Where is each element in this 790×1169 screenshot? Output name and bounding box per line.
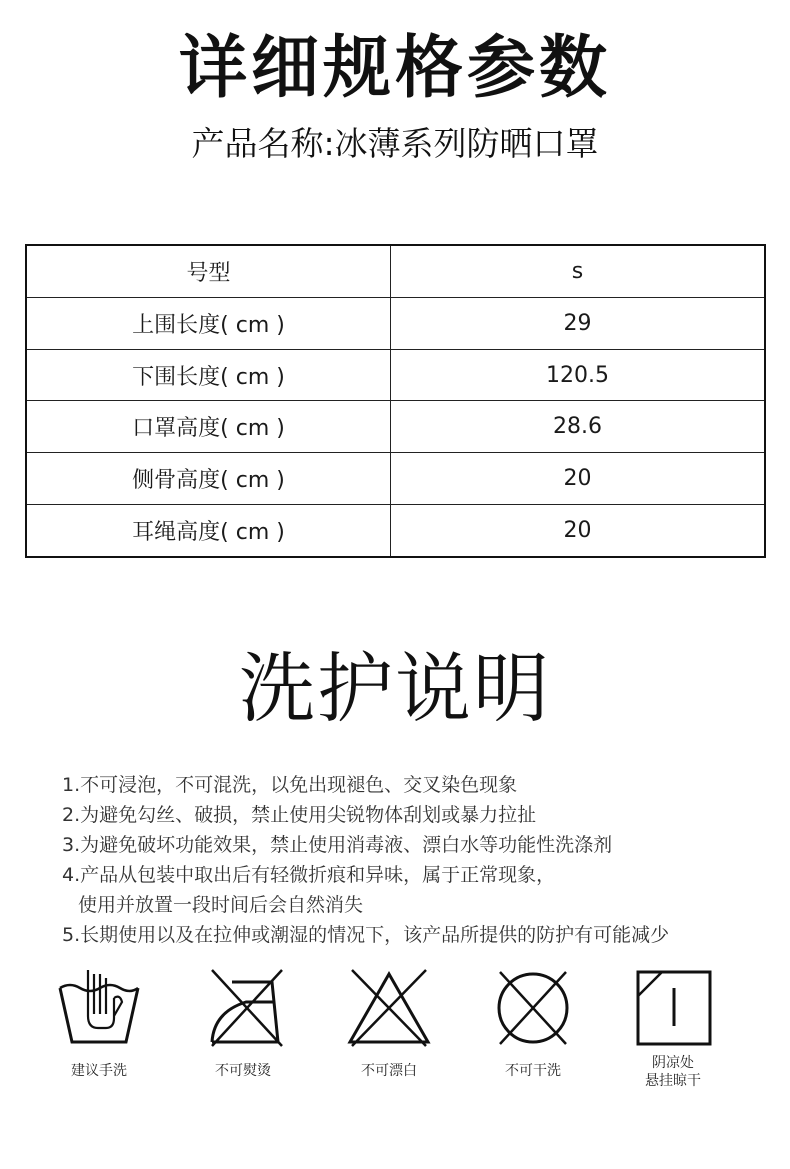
spec-label: 下围长度( cm ) [26,349,391,401]
spec-label: 口罩高度( cm ) [26,401,391,453]
table-row [26,401,765,453]
page-title: 详细规格参数 [178,29,611,108]
product-name: 产品名称:冰薄系列防晒口罩 [191,124,599,163]
spec-value: 29 [391,298,766,350]
table-row [26,245,765,298]
care-item: 4.产品从包装中取出后有轻微折痕和异味，属于正常现象， [62,864,556,886]
icon-label: 不可漂白 [361,1063,417,1079]
care-icon-hand-wash [44,968,154,1080]
table-row [26,504,765,557]
spec-value: s [391,245,766,298]
icon-label: 不可干洗 [505,1063,561,1079]
spec-value: 120.5 [391,349,766,401]
icon-label-line: 悬挂晾干 [645,1073,701,1089]
shade-dry-icon [628,968,718,1048]
care-icon-shade-dry [618,968,728,1090]
care-item: 2.为避免勾丝、破损，禁止使用尖锐物体刮划或暴力拉扯 [62,804,537,826]
care-item-continuation: 使用并放置一段时间后会自然消失 [78,894,364,916]
care-item: 1.不可浸泡，不可混洗，以免出现褪色、交叉染色现象 [62,774,518,796]
spec-value: 28.6 [391,401,766,453]
spec-value: 20 [391,504,766,557]
icon-label [618,1054,728,1090]
spec-label: 侧骨高度( cm ) [26,453,391,505]
no-bleach-icon [344,968,434,1048]
icon-label-line: 阴凉处 [652,1055,694,1071]
table-row [26,349,765,401]
care-icon-no-bleach [334,968,444,1080]
hand-wash-icon [54,968,144,1048]
spec-label: 耳绳高度( cm ) [26,504,391,557]
care-title: 洗护说明 [239,644,551,733]
care-icon-no-iron [188,968,298,1080]
icon-label: 不可熨烫 [215,1063,271,1079]
care-item: 5.长期使用以及在拉伸或潮湿的情况下，该产品所提供的防护有可能减少 [62,924,670,946]
spec-label: 号型 [26,245,391,298]
icon-label: 建议手洗 [71,1063,127,1079]
spec-table [25,244,766,558]
spec-value: 20 [391,453,766,505]
table-row [26,453,765,505]
no-dry-clean-icon [488,968,578,1048]
care-instructions [62,770,762,950]
care-icon-no-dry-clean [478,968,588,1080]
table-row [26,298,765,350]
spec-label: 上围长度( cm ) [26,298,391,350]
no-iron-icon [198,968,288,1048]
care-item: 3.为避免破坏功能效果，禁止使用消毒液、漂白水等功能性洗涤剂 [62,834,613,856]
